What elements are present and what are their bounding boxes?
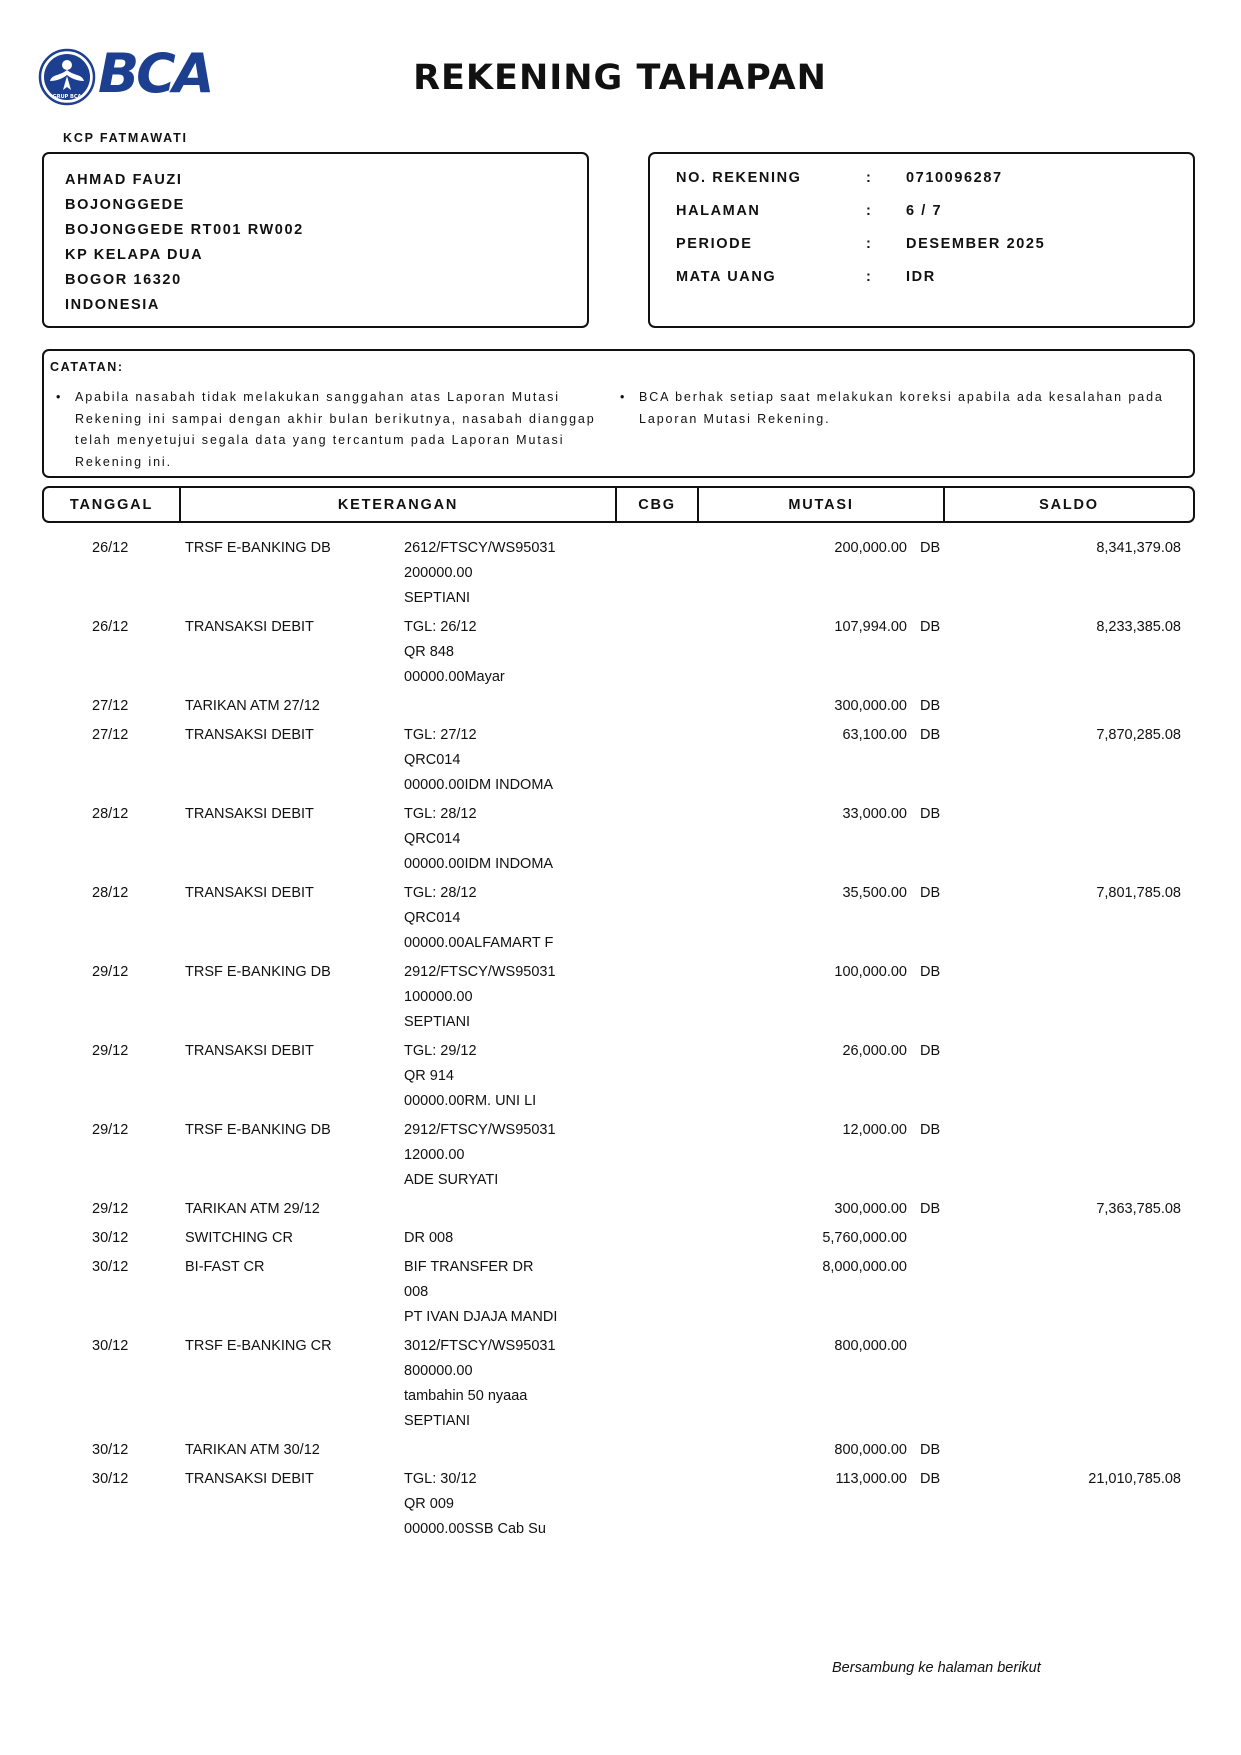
- description-line: 00000.00ALFAMART F: [404, 935, 554, 951]
- row-db-cr: DB: [920, 806, 941, 822]
- row-db-cr: DB: [920, 1201, 941, 1217]
- row-description: [404, 615, 505, 690]
- table-row: [0, 1438, 1241, 1463]
- row-amount: 300,000.00: [834, 1201, 907, 1217]
- description-line: 00000.00SSB Cab Su: [404, 1521, 546, 1537]
- description-line: 008: [404, 1284, 429, 1300]
- row-amount: 200,000.00: [834, 540, 907, 556]
- row-db-cr: DB: [920, 1043, 941, 1059]
- description-line: QRC014: [404, 752, 461, 768]
- description-line: SEPTIANI: [404, 590, 471, 606]
- description-line: SEPTIANI: [404, 1014, 471, 1030]
- row-date: 30/12: [92, 1442, 129, 1458]
- description-line: BIF TRANSFER DR: [404, 1259, 534, 1275]
- row-amount: 300,000.00: [834, 698, 907, 714]
- row-description: [404, 802, 553, 877]
- bca-logo: [38, 42, 213, 106]
- row-type: TARIKAN ATM 27/12: [185, 698, 320, 714]
- row-type: TRANSAKSI DEBIT: [185, 806, 314, 822]
- description-line: SEPTIANI: [404, 1413, 471, 1429]
- description-line: 00000.00Mayar: [404, 669, 505, 685]
- row-amount: 12,000.00: [842, 1122, 907, 1138]
- table-row: [0, 1118, 1241, 1193]
- address-country: INDONESIA: [65, 297, 160, 313]
- row-balance: 8,233,385.08: [1096, 619, 1181, 635]
- account-number-label: NO. REKENING: [676, 170, 802, 186]
- table-row: [0, 536, 1241, 611]
- address-line: BOJONGGEDE RT001 RW002: [65, 222, 304, 238]
- transactions-table-body: [0, 536, 1241, 1546]
- table-row: [0, 881, 1241, 956]
- header-cbg: CBG: [617, 488, 699, 521]
- description-line: QRC014: [404, 910, 461, 926]
- table-row: [0, 1039, 1241, 1114]
- row-amount: 107,994.00: [834, 619, 907, 635]
- table-row: [0, 694, 1241, 719]
- description-line: TGL: 30/12: [404, 1471, 477, 1487]
- description-line: 2912/FTSCY/WS95031: [404, 1122, 556, 1138]
- row-type: TRANSAKSI DEBIT: [185, 1471, 314, 1487]
- row-db-cr: DB: [920, 1471, 941, 1487]
- row-description: [404, 536, 556, 611]
- continued-note: Bersambung ke halaman berikut: [832, 1660, 1041, 1676]
- row-type: TRSF E-BANKING DB: [185, 1122, 331, 1138]
- description-line: 00000.00IDM INDOMA: [404, 856, 554, 872]
- description-line: 12000.00: [404, 1147, 465, 1163]
- row-type: BI-FAST CR: [185, 1259, 265, 1275]
- description-line: 800000.00: [404, 1363, 473, 1379]
- period-label: PERIODE: [676, 236, 753, 252]
- separator: :: [866, 170, 871, 186]
- row-db-cr: DB: [920, 727, 941, 743]
- description-line: 200000.00: [404, 565, 473, 581]
- address-line: KP KELAPA DUA: [65, 247, 204, 263]
- row-description: [404, 1118, 556, 1193]
- row-amount: 113,000.00: [835, 1471, 907, 1487]
- row-date: 30/12: [92, 1471, 129, 1487]
- header-keterangan: KETERANGAN: [181, 488, 617, 521]
- notes-title: CATATAN:: [50, 360, 124, 374]
- description-line: ADE SURYATI: [404, 1172, 499, 1188]
- description-line: QR 009: [404, 1496, 454, 1512]
- note-left: • Apabila nasabah tidak melakukan sanggahan atas Laporan Mutasi Rekening ini sampai dengan akhir bulan berikutnya, nasabah dianggap telah menyetujui segala data yang tercantum pada Laporan Mutasi Rekening ini.: [75, 387, 605, 473]
- emblem-text: GRUP BCA: [52, 94, 82, 100]
- row-amount: 63,100.00: [842, 727, 907, 743]
- table-row: [0, 1197, 1241, 1222]
- notes-box: [42, 349, 1195, 478]
- row-type: SWITCHING CR: [185, 1230, 293, 1246]
- description-line: tambahin 50 nyaaa: [404, 1388, 528, 1404]
- row-amount: 26,000.00: [842, 1043, 907, 1059]
- row-description: [404, 1039, 536, 1114]
- row-date: 28/12: [92, 806, 129, 822]
- row-date: 29/12: [92, 1043, 129, 1059]
- description-line: 00000.00IDM INDOMA: [404, 777, 554, 793]
- row-db-cr: DB: [920, 698, 941, 714]
- row-amount: 5,760,000.00: [822, 1230, 907, 1246]
- branch-name: KCP FATMAWATI: [63, 131, 188, 145]
- currency-value: IDR: [906, 269, 936, 285]
- period-value: DESEMBER 2025: [906, 236, 1046, 252]
- bca-emblem-icon: [38, 48, 96, 106]
- table-row: [0, 723, 1241, 798]
- description-line: TGL: 28/12: [404, 885, 477, 901]
- note-right: • BCA berhak setiap saat melakukan koreksi apabila ada kesalahan pada Laporan Mutasi Rekening.: [639, 387, 1179, 430]
- row-type: TRANSAKSI DEBIT: [185, 885, 314, 901]
- description-line: DR 008: [404, 1230, 454, 1246]
- address-line: BOGOR 16320: [65, 272, 182, 288]
- table-row: [0, 1255, 1241, 1330]
- row-db-cr: DB: [920, 1442, 941, 1458]
- row-type: TRSF E-BANKING DB: [185, 964, 331, 980]
- row-date: 26/12: [92, 540, 129, 556]
- description-line: 2612/FTSCY/WS95031: [404, 540, 556, 556]
- row-db-cr: DB: [920, 964, 941, 980]
- description-line: TGL: 27/12: [404, 727, 477, 743]
- description-line: 100000.00: [404, 989, 473, 1005]
- customer-name: AHMAD FAUZI: [65, 172, 183, 188]
- row-type: TRSF E-BANKING CR: [185, 1338, 332, 1354]
- page-value: 6 / 7: [906, 203, 943, 219]
- row-db-cr: DB: [920, 885, 941, 901]
- description-line: QRC014: [404, 831, 461, 847]
- row-type: TRANSAKSI DEBIT: [185, 619, 314, 635]
- row-amount: 35,500.00: [842, 885, 907, 901]
- row-date: 30/12: [92, 1230, 129, 1246]
- row-balance: 7,801,785.08: [1096, 885, 1181, 901]
- address-line: BOJONGGEDE: [65, 197, 185, 213]
- row-date: 29/12: [92, 1201, 129, 1217]
- account-info-box: [648, 152, 1195, 328]
- row-db-cr: DB: [920, 1122, 941, 1138]
- description-line: 2912/FTSCY/WS95031: [404, 964, 556, 980]
- row-date: 27/12: [92, 727, 129, 743]
- row-description: [404, 1334, 556, 1434]
- currency-label: MATA UANG: [676, 269, 777, 285]
- description-line: QR 914: [404, 1068, 454, 1084]
- row-date: 29/12: [92, 964, 129, 980]
- row-description: [404, 723, 553, 798]
- row-date: 30/12: [92, 1259, 129, 1275]
- bca-wordmark: BCA: [98, 42, 212, 105]
- row-description: [404, 1226, 453, 1251]
- table-row: [0, 615, 1241, 690]
- page-label: HALAMAN: [676, 203, 761, 219]
- description-line: TGL: 28/12: [404, 806, 477, 822]
- table-row: [0, 1226, 1241, 1251]
- row-date: 27/12: [92, 698, 129, 714]
- separator: :: [866, 269, 871, 285]
- transactions-table-header: [42, 486, 1195, 523]
- row-date: 30/12: [92, 1338, 129, 1354]
- description-line: 00000.00RM. UNI LI: [404, 1093, 537, 1109]
- header-saldo: SALDO: [1039, 496, 1099, 513]
- row-db-cr: DB: [920, 540, 941, 556]
- row-amount: 800,000.00: [834, 1338, 907, 1354]
- description-line: PT IVAN DJAJA MANDI: [404, 1309, 558, 1325]
- row-description: [404, 1255, 557, 1330]
- row-amount: 800,000.00: [834, 1442, 907, 1458]
- customer-address-box: [42, 152, 589, 328]
- row-type: TRANSAKSI DEBIT: [185, 1043, 314, 1059]
- row-type: TRANSAKSI DEBIT: [185, 727, 314, 743]
- description-line: 3012/FTSCY/WS95031: [404, 1338, 556, 1354]
- separator: :: [866, 203, 871, 219]
- row-date: 26/12: [92, 619, 129, 635]
- account-number-value: 0710096287: [906, 170, 1003, 186]
- row-date: 29/12: [92, 1122, 129, 1138]
- row-type: TARIKAN ATM 30/12: [185, 1442, 320, 1458]
- row-amount: 33,000.00: [842, 806, 907, 822]
- row-balance: 7,363,785.08: [1096, 1201, 1181, 1217]
- description-line: QR 848: [404, 644, 454, 660]
- row-amount: 100,000.00: [834, 964, 907, 980]
- row-type: TARIKAN ATM 29/12: [185, 1201, 320, 1217]
- row-balance: 21,010,785.08: [1088, 1471, 1181, 1487]
- row-description: [404, 1467, 546, 1542]
- header-tanggal: TANGGAL: [44, 488, 181, 521]
- row-balance: 7,870,285.08: [1096, 727, 1181, 743]
- document-title: REKENING TAHAPAN: [413, 58, 827, 98]
- description-line: TGL: 26/12: [404, 619, 477, 635]
- table-row: [0, 802, 1241, 877]
- table-row: [0, 1334, 1241, 1434]
- row-type: TRSF E-BANKING DB: [185, 540, 331, 556]
- row-db-cr: DB: [920, 619, 941, 635]
- row-description: [404, 881, 553, 956]
- description-line: TGL: 29/12: [404, 1043, 477, 1059]
- row-description: [404, 960, 556, 1035]
- separator: :: [866, 236, 871, 252]
- row-balance: 8,341,379.08: [1096, 540, 1181, 556]
- row-date: 28/12: [92, 885, 129, 901]
- table-row: [0, 1467, 1241, 1542]
- header-mutasi: MUTASI: [699, 488, 945, 521]
- table-row: [0, 960, 1241, 1035]
- row-amount: 8,000,000.00: [822, 1259, 907, 1275]
